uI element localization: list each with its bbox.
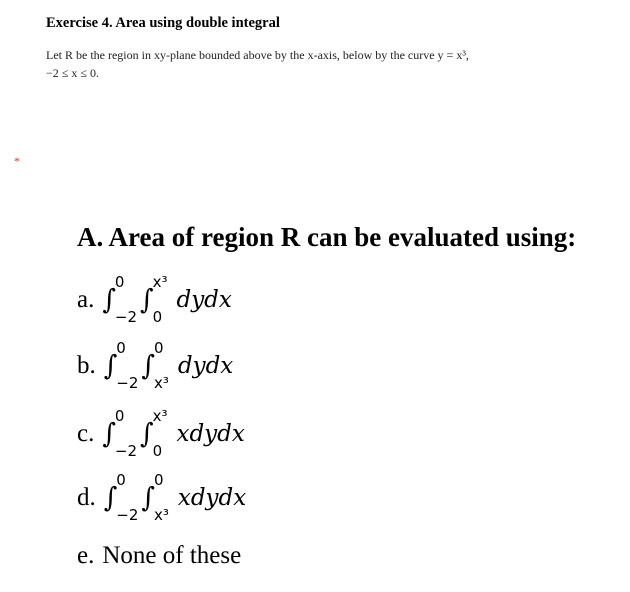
option-formula [102, 407, 245, 460]
integral-sign-icon: ∫ [102, 284, 116, 316]
exercise-title: Exercise 4. Area using double integral [46, 15, 280, 31]
integrand: xdydx [176, 421, 245, 447]
inner-upper-limit: x³ [152, 273, 168, 291]
integral-sign-icon: ∫ [103, 350, 118, 382]
option-c[interactable] [77, 407, 245, 460]
inner-integral [140, 407, 168, 460]
inner-integral [140, 273, 168, 326]
integral-sign-icon: ∫ [102, 418, 116, 450]
required-marker: * [14, 154, 20, 168]
integral-sign-icon: ∫ [141, 482, 155, 514]
question-heading [77, 222, 576, 253]
question-text: Area of region R can be evaluated using: [108, 222, 577, 252]
option-e[interactable] [77, 532, 241, 580]
question-label: A. [77, 222, 104, 252]
option-a[interactable] [77, 273, 232, 326]
option-letter: d. [77, 484, 96, 511]
inner-upper-limit: 0 [153, 471, 164, 489]
option-formula [103, 339, 234, 392]
inner-lower-limit: 0 [152, 308, 163, 326]
prompt-line-2: −2 ≤ x ≤ 0. [46, 66, 99, 80]
integral-sign-icon: ∫ [103, 482, 118, 514]
option-text: None of these [102, 542, 242, 569]
option-letter: b. [77, 352, 96, 379]
inner-lower-limit: x³ [153, 374, 169, 392]
integrand: xdydx [177, 485, 247, 511]
inner-upper-limit: x³ [152, 407, 168, 425]
outer-lower-limit: −2 [116, 374, 139, 392]
integral-sign-icon: ∫ [140, 284, 154, 316]
option-letter: a. [77, 286, 95, 313]
option-formula [103, 471, 247, 524]
integrand: dydx [176, 287, 232, 313]
option-formula [102, 273, 232, 326]
outer-integral [103, 471, 139, 524]
inner-integral [141, 471, 169, 524]
option-letter: e. [77, 542, 95, 569]
outer-upper-limit: 0 [114, 407, 125, 425]
integral-sign-icon: ∫ [140, 418, 154, 450]
inner-lower-limit: x³ [153, 506, 169, 524]
integrand: dydx [177, 353, 234, 379]
exercise-prompt [46, 46, 606, 82]
inner-upper-limit: 0 [153, 339, 164, 357]
prompt-line-1: Let R be the region in xy-plane bounded above by the x-axis, below by the curve y = x³, [46, 48, 469, 62]
option-letter: c. [77, 420, 95, 447]
option-b[interactable] [77, 339, 234, 392]
outer-lower-limit: −2 [114, 442, 138, 460]
integral-sign-icon: ∫ [141, 350, 155, 382]
inner-lower-limit: 0 [152, 442, 163, 460]
inner-integral [141, 339, 169, 392]
outer-upper-limit: 0 [116, 471, 126, 489]
outer-lower-limit: −2 [114, 308, 138, 326]
outer-integral [103, 339, 139, 392]
outer-integral [102, 273, 138, 326]
outer-upper-limit: 0 [114, 273, 125, 291]
outer-lower-limit: −2 [116, 506, 139, 524]
option-d[interactable] [77, 471, 247, 524]
outer-upper-limit: 0 [116, 339, 126, 357]
outer-integral [102, 407, 138, 460]
